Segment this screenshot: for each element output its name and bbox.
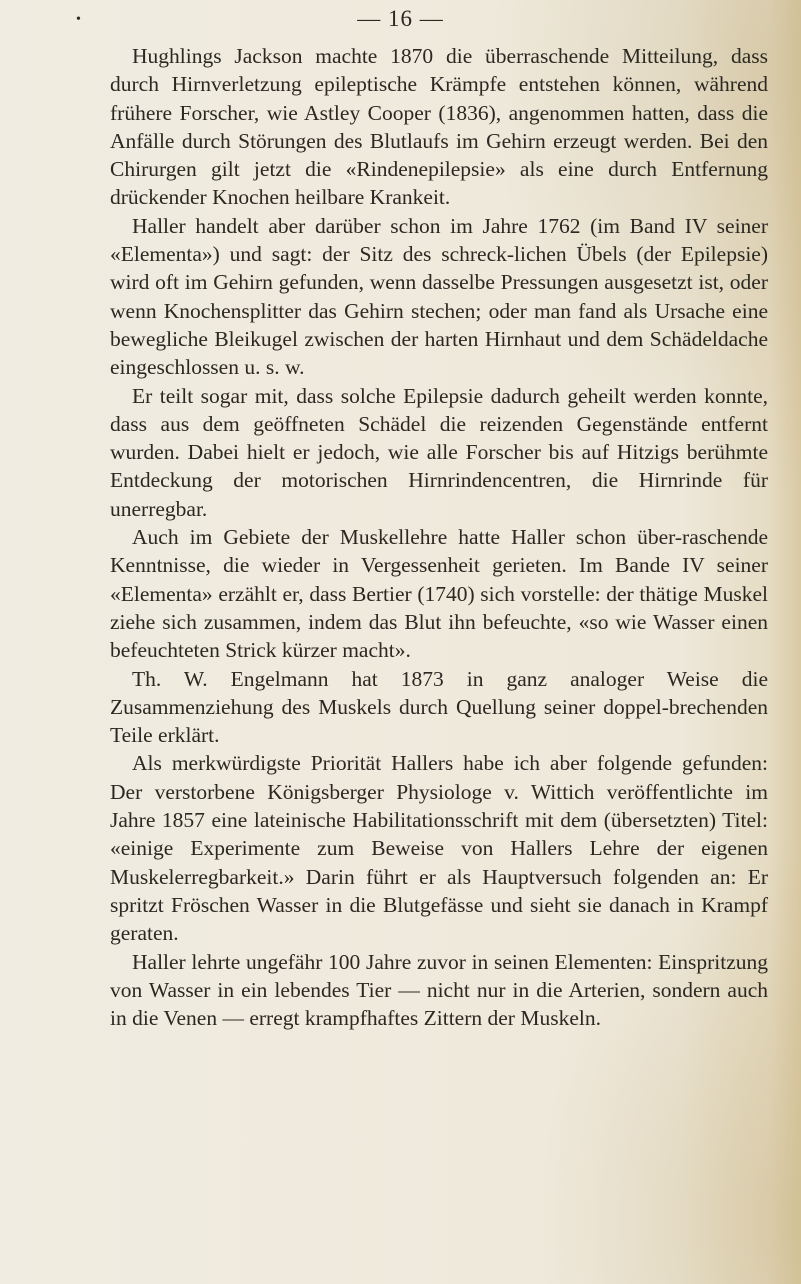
paragraph: Haller lehrte ungefähr 100 Jahre zuvor in seinen Elementen: Einspritzung von Wasser in ein lebendes Tier — nicht nur in die Arterien, sondern auch in die Venen — erregt krampfhaftes Zittern der Muskeln. [110,949,768,1031]
body-text [110,42,768,1032]
paragraph: Auch im Gebiete der Muskellehre hatte Haller schon über-raschende Kenntnisse, die wieder in Vergessenheit gerieten. Im Bande IV seiner «Elementa» erzählt er, dass Bertier (1740) sich vorstelle: der thätige Muskel ziehe sich zusammen, indem das Blut ihn befeuchte, «so wie Wasser einen befeuchteten Strick kürzer macht». [110,525,768,663]
paragraph: Haller handelt aber darüber schon im Jahre 1762 (im Band IV seiner «Elementa») und sagt: der Sitz des schreck-lichen Übels (der Epilepsie) wird oft im Gehirn gefunden, wenn dasselbe Pressungen ausgesetzt ist, oder wenn Knochensplitter das Gehirn stechen; oder man fand als Ursache eine bewegliche Bleikugel zwischen der harten Hirnhaut und dem Schädeldache eingeschlossen u. s. w. [110,213,768,380]
paragraph: Hughlings Jackson machte 1870 die überraschende Mitteilung, dass durch Hirnverletzung epileptische Krämpfe entstehen können, während frühere Forscher, wie Astley Cooper (1836), angenommen hatten, dass die Anfälle durch Störungen des Blutlaufs im Gehirn erzeugt werden. Bei den Chirurgen gilt jetzt die «Rindenepilepsie» als eine durch Entfernung drückender Knochen heilbare Krankeit. [110,44,768,210]
page-number: — 16 — [357,6,444,31]
paragraph: Als merkwürdigste Priorität Hallers habe ich aber folgende gefunden: Der verstorbene Königsberger Physiologe v. Wittich veröffentlichte im Jahre 1857 eine lateinische Habilitationsschrift mit dem (übersetzten) Titel: «einige Experimente zum Beweise von Hallers Lehre der eigenen Muskelerregbarkeit.» Darin führt er als Hauptversuch folgenden an: Er spritzt Fröschen Wasser in die Blutgefässe und sieht sie danach in Krampf geraten. [110,751,768,946]
paragraph: Er teilt sogar mit, dass solche Epilepsie dadurch geheilt werden konnte, dass aus dem geöffneten Schädel die reizenden Gegenstände entfernt wurden. Dabei hielt er jedoch, wie alle Forscher bis auf Hitzigs berühmte Entdeckung der motorischen Hirnrindencentren, die Hirnrinde für unerregbar. [110,383,768,521]
paragraph: Th. W. Engelmann hat 1873 in ganz analoger Weise die Zusammenziehung des Muskels durch Quellung seiner doppel-brechenden Teile erklärt. [110,666,768,748]
corner-mark: • [76,12,81,27]
